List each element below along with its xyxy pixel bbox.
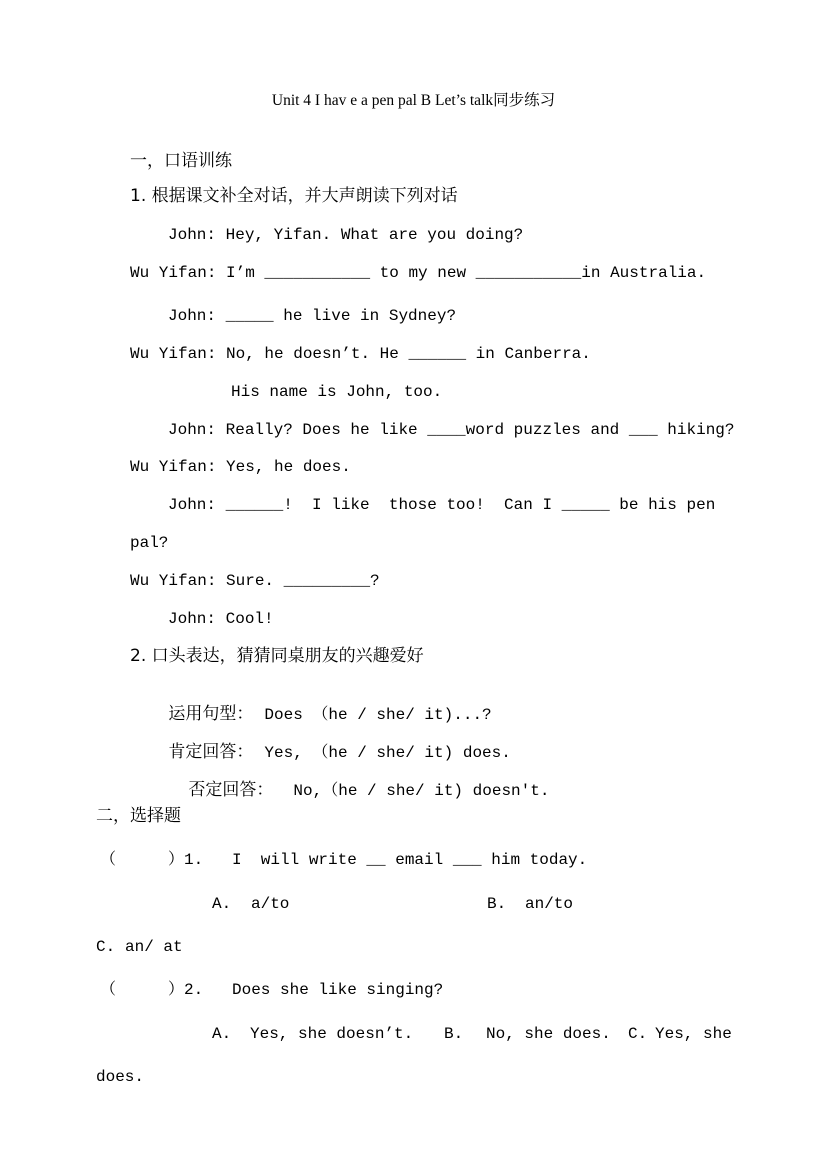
dialogue-line: John: Hey, Yifan. What are you doing?	[168, 226, 524, 244]
question-text: Does she like singing?	[232, 981, 444, 999]
option-letter: A.	[212, 895, 232, 913]
option-text: an/to	[525, 895, 574, 913]
option-text: an/ at	[125, 938, 183, 956]
question-text: I will write __ email ___ him today.	[232, 851, 588, 869]
part1-heading: 一，口语训练	[130, 151, 232, 171]
dialogue-line: John: _____ he live in Sydney?	[168, 307, 457, 325]
option-letter: C.	[96, 938, 116, 956]
option-text-continued: does.	[96, 1068, 145, 1086]
task1-instruction: 1. 根据课文补全对话，并大声朗读下列对话	[130, 186, 458, 206]
task2-instruction: 2. 口头表达，猜猜同桌朋友的兴趣爱好	[130, 646, 424, 666]
sentence-pattern-text: Does （he / she/ it)...?	[264, 706, 492, 724]
dialogue-line: Wu Yifan: Sure. _________?	[130, 572, 380, 590]
option-letter: C.	[628, 1025, 648, 1043]
option-text: Yes, she doesn’t.	[250, 1025, 414, 1043]
option-letter: A.	[212, 1025, 232, 1043]
option-letter: B.	[444, 1025, 464, 1043]
dialogue-line: Wu Yifan: I’m ___________ to my new ___________in Australia.	[130, 264, 707, 282]
option-text: No, she does.	[486, 1025, 611, 1043]
sentence-pattern-label: 运用句型：	[168, 704, 254, 724]
dialogue-line: John: Cool!	[168, 610, 274, 628]
dialogue-line: John: Really? Does he like ____word puzzles and ___ hiking?	[168, 421, 735, 439]
answer-paren-open: （	[100, 981, 117, 999]
positive-answer-text: Yes, （he / she/ it) does.	[264, 744, 511, 762]
dialogue-line: Wu Yifan: No, he doesn’t. He ______ in Canberra.	[130, 345, 591, 363]
option-text: a/to	[251, 895, 290, 913]
negative-answer-text: No,（he / she/ it) doesn't.	[293, 782, 550, 800]
option-letter: B.	[487, 895, 507, 913]
part2-heading: 二，选择题	[96, 806, 181, 826]
worksheet-title: Unit 4 I hav e a pen pal B Let’s talk同步练习	[271, 92, 556, 109]
question-number: ）1.	[168, 851, 204, 869]
dialogue-line: John: ______! I like those too! Can I _____ be his pen	[168, 496, 716, 514]
answer-paren-open: （	[100, 851, 117, 869]
positive-answer-label: 肯定回答：	[168, 742, 254, 762]
dialogue-line: Wu Yifan: Yes, he does.	[130, 458, 351, 476]
dialogue-line: His name is John, too.	[231, 383, 443, 401]
negative-answer-label: 否定回答：	[188, 780, 274, 800]
question-number: ）2.	[168, 981, 204, 999]
dialogue-line: pal?	[130, 534, 169, 552]
option-text: Yes, she	[655, 1025, 732, 1043]
negative-answer	[150, 760, 549, 821]
